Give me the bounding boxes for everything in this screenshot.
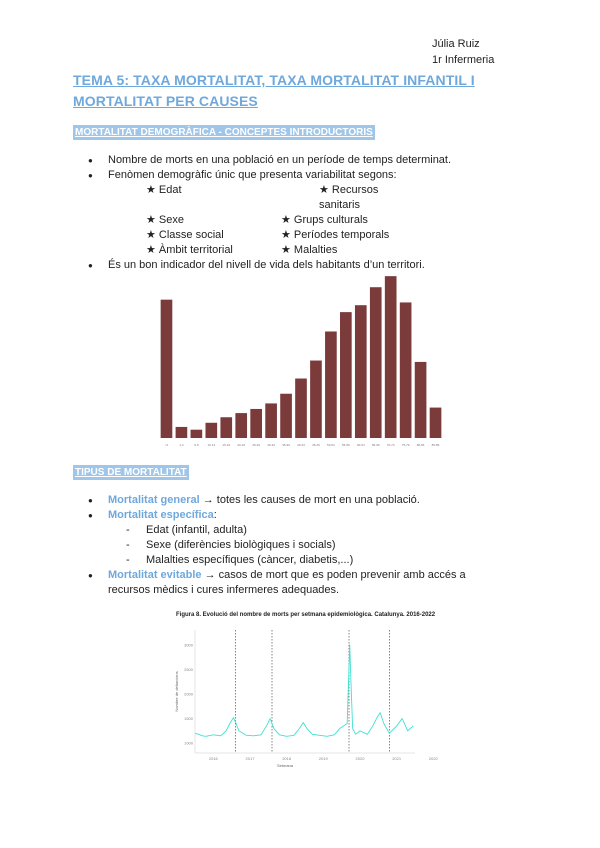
x-tick-label: 2019 xyxy=(318,756,328,761)
x-tick-label: 2017 xyxy=(245,756,255,761)
term-general: Mortalitat general xyxy=(108,494,200,506)
y-tick-label: 3000 xyxy=(184,642,193,648)
bar-85-89 xyxy=(430,408,442,438)
bar-75-79 xyxy=(400,302,412,438)
specific-sublist xyxy=(108,523,508,568)
x-tick-label: 2018 xyxy=(282,756,292,761)
factor-grid xyxy=(146,183,478,258)
term-avoidable: Mortalitat evitable xyxy=(108,569,202,581)
age-mortality-bar-chart xyxy=(156,270,446,450)
x-tick-label: 2022 xyxy=(428,756,438,761)
bar-5-9 xyxy=(191,430,203,438)
factor-item: ★ Grups culturals xyxy=(281,214,368,226)
definition-avoidable: → casos de mort que es poden prevenir amb accés a recursos mèdics i cures infermeres adequades. xyxy=(108,569,466,596)
x-tick-label: 45-49 xyxy=(312,443,320,447)
x-tick-label: 70-74 xyxy=(386,443,395,447)
bar-1-4 xyxy=(176,427,188,438)
list-item: ● És un bon indicador del nivell de vida dels habitants d’un territori. xyxy=(88,258,478,273)
sub-list-item: - Malalties específiques (càncer, diabetis,...) xyxy=(126,553,508,568)
bar-30-34 xyxy=(265,403,277,438)
bar-55-59 xyxy=(340,312,352,438)
weekly-deaths-line-chart xyxy=(170,608,438,773)
x-tick-label: 50-54 xyxy=(327,443,335,447)
factor-item: ★ Classe social xyxy=(146,229,224,241)
demographic-list xyxy=(88,153,478,273)
x-tick-label: 35-39 xyxy=(282,443,290,447)
author-course: 1r Infermeria xyxy=(432,54,495,66)
list-item xyxy=(88,568,508,598)
x-tick-label: 1-4 xyxy=(179,443,184,447)
bar-<1 xyxy=(161,300,173,438)
bar-40-44 xyxy=(295,379,307,438)
list-item xyxy=(88,493,508,508)
x-tick-label: 2020 xyxy=(355,756,365,761)
bar-10-14 xyxy=(205,423,217,438)
y-tick-label: 1000 xyxy=(184,740,193,746)
x-tick-label: 10-14 xyxy=(207,443,216,447)
factor-item: ★ Malalties xyxy=(281,244,338,256)
bar-80-84 xyxy=(415,362,427,438)
y-tick-label: 1500 xyxy=(184,716,193,722)
x-tick-label: 55-59 xyxy=(341,443,350,447)
term-specific: Mortalitat específica xyxy=(108,509,214,521)
bar-50-54 xyxy=(325,331,337,438)
x-tick-label: 85-89 xyxy=(431,443,440,447)
sub-list-item: - Sexe (diferències biològiques i socials) xyxy=(126,538,508,553)
factor-item: ★ Edat xyxy=(146,184,182,196)
definition-general: → totes les causes de mort en una població. xyxy=(199,494,420,506)
x-tick-label: 2016 xyxy=(208,756,218,761)
x-tick-label: 25-29 xyxy=(252,443,261,447)
y-tick-label: 2000 xyxy=(184,691,193,697)
bar-25-29 xyxy=(250,409,262,438)
y-tick-label: 2500 xyxy=(184,666,193,672)
x-axis-label: Setmana xyxy=(276,763,294,768)
list-item xyxy=(88,168,478,258)
x-tick-label: 5-9 xyxy=(194,443,199,447)
x-tick-label: 20-24 xyxy=(237,443,246,447)
list-item: ● Nombre de morts en una població en un període de temps determinat. xyxy=(88,153,478,168)
section-heading-types: TIPUS DE MORTALITAT xyxy=(75,467,187,478)
x-tick-label: 40-44 xyxy=(297,443,305,447)
x-tick-label: 80-84 xyxy=(416,443,425,447)
term-specific-suffix: : xyxy=(213,509,217,521)
x-tick-label: 2021 xyxy=(392,756,402,761)
x-tick-label: 75-79 xyxy=(401,443,410,447)
author-name: Júlia Ruiz xyxy=(432,38,480,50)
factor-item: ★ Àmbit territorial xyxy=(146,244,233,256)
page-title: TEMA 5: TAXA MORTALITAT, TAXA MORTALITAT INFANTIL I MORTALITAT PER CAUSES xyxy=(73,72,475,109)
bar-20-24 xyxy=(235,413,247,438)
bar-45-49 xyxy=(310,361,322,438)
author-info xyxy=(432,36,494,68)
chart-title: Figura 8. Evolució del nombre de morts per setmana epidemiològica. Catalunya. 2016-2022 xyxy=(176,612,436,618)
list-item xyxy=(88,508,508,568)
y-axis-label: Nombre de defuncions xyxy=(174,671,179,712)
bar-70-74 xyxy=(385,276,397,438)
section-heading-demographic: MORTALITAT DEMOGRÀFICA - CONCEPTES INTRODUCTORIS xyxy=(75,127,373,138)
list-item-text: Fenòmen demogràfic únic que presenta variabilitat segons: xyxy=(108,169,397,181)
factor-item: ★ Períodes temporals xyxy=(281,229,390,241)
bar-15-19 xyxy=(220,417,232,438)
bar-35-39 xyxy=(280,394,292,438)
x-tick-label: <1 xyxy=(164,443,169,447)
bar-60-64 xyxy=(355,305,367,438)
x-tick-label: 30-34 xyxy=(267,443,275,447)
x-tick-label: 65-69 xyxy=(371,443,380,447)
factor-item: ★ Recursos sanitaris xyxy=(319,184,379,211)
x-tick-label: 15-19 xyxy=(222,443,231,447)
series-line xyxy=(195,645,413,737)
bar-65-69 xyxy=(370,287,382,438)
sub-list-item: - Edat (infantil, adulta) xyxy=(126,523,508,538)
factor-item: ★ Sexe xyxy=(146,214,184,226)
x-tick-label: 60-64 xyxy=(356,443,365,447)
types-list xyxy=(88,493,508,598)
